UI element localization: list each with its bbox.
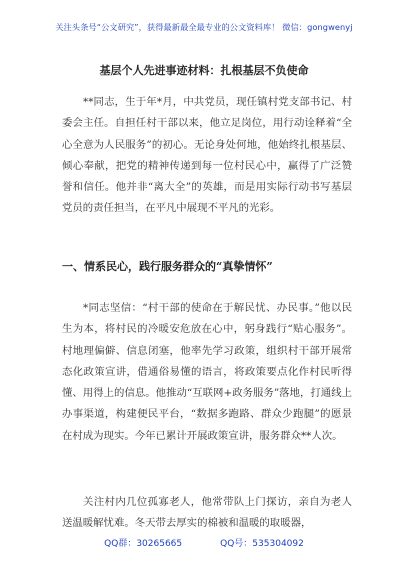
footer-qq-group: QQ群：30265665 xyxy=(104,539,183,549)
document-title: 基层个人先进事迹材料：扎根基层不负使命 xyxy=(99,64,309,77)
section-heading-1: 一、情系民心，践行服务群众的“真挚情怀” xyxy=(62,260,273,273)
header-notice: 关注头条号“公文研究”，获得最新最全最专业的公文资料库！ 微信：gongwenyj xyxy=(55,22,353,32)
paragraph-service: *同志坚信：“村干部的使命在于解民忧、办民事。”他以民生为本，将村民的冷暖安危放在心中，躬身践行“贴心服务”。村地理偏僻、信息闭塞，他率先学习政策，组织村干部开展常态化政策宣讲，借通俗易懂的语言，将政策要点化作村民听得懂、用得上的信息。他推动“互联网+政务服务”落地，打通线上办事渠道，构建便民平台，“数据多跑路、群众少跑腿”的愿景在村成为现实。今年已累计开展政策宣讲，服务群众**人次。 xyxy=(62,302,352,442)
paragraph-elderly: 关注村内几位孤寡老人，他常带队上门探访，亲自为老人送温暖解忧难。冬天带去厚实的棉被和温暖的取暖器， xyxy=(62,496,352,530)
footer-qq-number: QQ号：535304092 xyxy=(220,539,304,549)
paragraph-intro: **同志，生于年*月，中共党员，现任镇村党支部书记、村委会主任。自担任村干部以来，他立足岗位，用行动诠释着“全心全意为人民服务”的初心。无论身处何地，他始终扎根基层、倾心奉献，把党的精神传递到每一位村民心中，赢得了广泛赞誉和信任。他并非“离大全”的英雄，而是用实际行动书写基层党员的责任担当，在平凡中展现不平凡的光彩。 xyxy=(62,96,352,215)
footer-contact xyxy=(0,536,408,549)
